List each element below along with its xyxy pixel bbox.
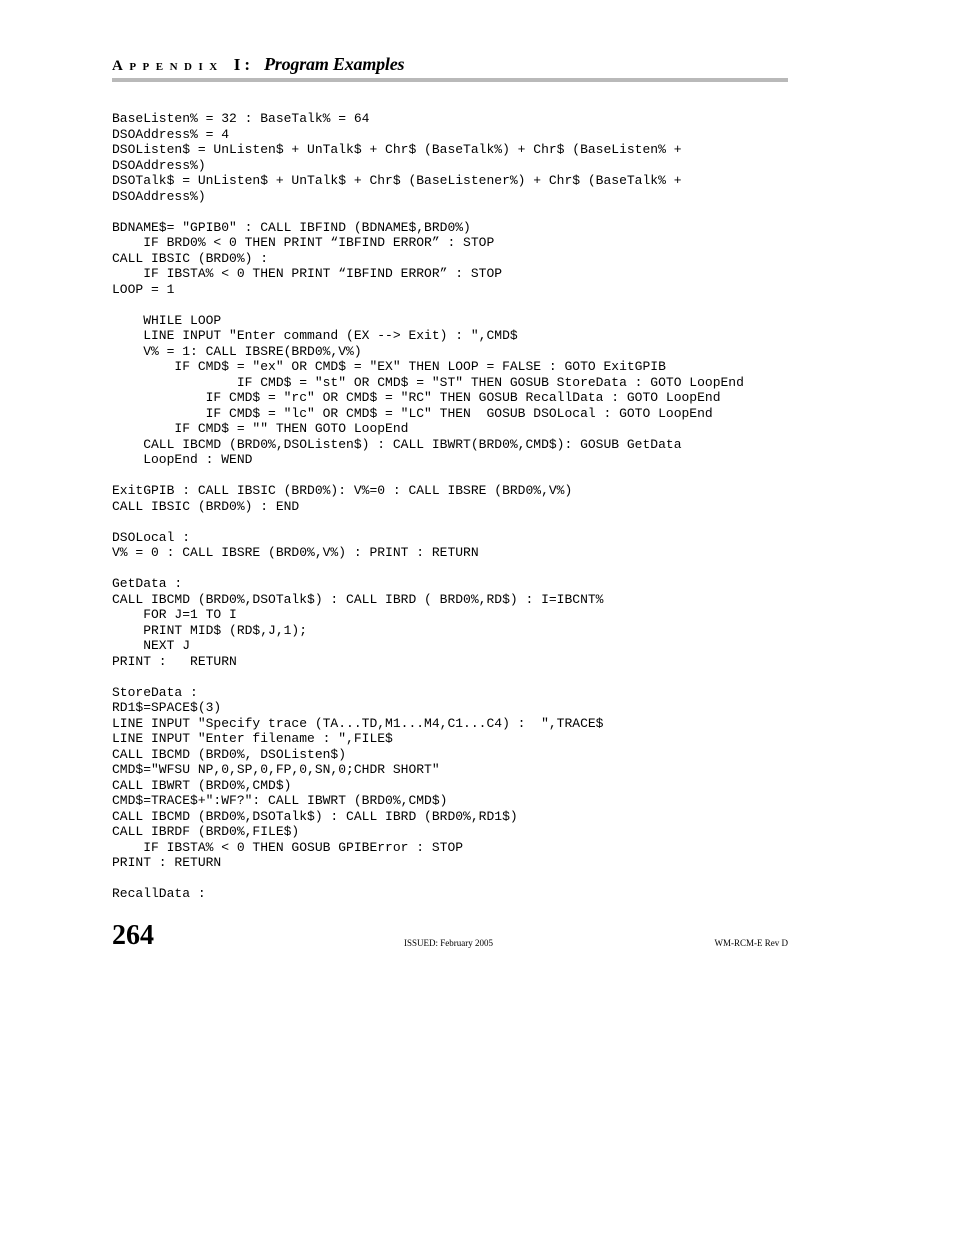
code-line: WHILE LOOP xyxy=(112,312,222,328)
code-line: RecallData : xyxy=(112,886,206,901)
code-line: PRINT MID$ (RD$,J,1); xyxy=(112,622,308,638)
code-line xyxy=(112,669,812,685)
header-title-line xyxy=(112,54,788,80)
code-line: CMD$="WFSU NP,0,SP,0,FP,0,SN,0;CHDR SHORT" xyxy=(112,762,440,777)
code-line: LoopEnd : WEND xyxy=(112,452,253,467)
code-line: CALL IBCMD (BRD0%,DSOTalk$) : CALL IBRD (BRD0%,RD1$) xyxy=(112,808,518,824)
code-line: IF CMD$ = "st" OR CMD$ = "ST" THEN GOSUB StoreData : GOTO LoopEnd xyxy=(112,374,744,390)
issued-date: ISSUED: February 2005 xyxy=(404,938,493,948)
code-line: CMD$=TRACE$+":WF?": CALL IBWRT (BRD0%,CMD$) xyxy=(112,793,448,808)
code-line: CALL IBRDF (BRD0%,FILE$) xyxy=(112,824,300,839)
code-line: IF CMD$ = "ex" OR CMD$ = "EX" THEN LOOP = FALSE : GOTO ExitGPIB xyxy=(112,359,666,374)
code-line: CALL IBCMD (BRD0%, DSOListen$) xyxy=(112,746,347,762)
code-line: PRINT : RETURN xyxy=(112,653,237,669)
page-number: 264 xyxy=(112,920,154,951)
code-line xyxy=(112,204,812,220)
code-line: IF IBSTA% < 0 THEN PRINT “IBFIND ERROR” : STOP xyxy=(112,266,503,281)
code-line: DSOAddress%) xyxy=(112,188,206,204)
code-line: LINE INPUT "Enter filename : ",FILE$ xyxy=(112,731,393,746)
header-rule xyxy=(112,78,788,82)
code-line: IF CMD$ = "rc" OR CMD$ = "RC" THEN GOSUB RecallData : GOTO LoopEnd xyxy=(112,390,721,405)
code-line: NEXT J xyxy=(112,638,191,653)
code-line xyxy=(112,561,812,577)
code-line: IF CMD$ = "" THEN GOTO LoopEnd xyxy=(112,421,409,436)
code-listing xyxy=(112,111,812,902)
code-line: ExitGPIB : CALL IBSIC (BRD0%): V%=0 : CALL IBSRE (BRD0%,V%) xyxy=(112,483,573,498)
code-line: DSOAddress% = 4 xyxy=(112,126,230,142)
code-line: StoreData : xyxy=(112,684,198,700)
code-line: FOR J=1 TO I xyxy=(112,607,237,622)
code-line: V% = 0 : CALL IBSRE (BRD0%,V%) : PRINT : RETURN xyxy=(112,545,479,560)
code-line: PRINT : RETURN xyxy=(112,855,222,870)
page-header xyxy=(112,54,788,80)
code-line: RD1$=SPACE$(3) xyxy=(112,700,222,715)
code-line: CALL IBSIC (BRD0%) : END xyxy=(112,498,300,514)
code-line: LINE INPUT "Enter command (EX --> Exit) : ",CMD$ xyxy=(112,328,518,343)
code-line: GetData : xyxy=(112,576,183,591)
appendix-label: Appendix xyxy=(112,58,224,74)
code-line xyxy=(112,297,812,313)
appendix-number: I: xyxy=(233,55,255,74)
code-line: BDNAME$= "GPIB0" : CALL IBFIND (BDNAME$,BRD0%) xyxy=(112,219,471,235)
code-line xyxy=(112,514,812,530)
code-line: CALL IBWRT (BRD0%,CMD$) xyxy=(112,777,292,793)
code-line: DSOTalk$ = UnListen$ + UnTalk$ + Chr$ (BaseListener%) + Chr$ (BaseTalk% + xyxy=(112,173,682,188)
document-id: WM-RCM-E Rev D xyxy=(714,938,788,948)
code-line: CALL IBSIC (BRD0%) : xyxy=(112,250,269,266)
code-line xyxy=(112,468,812,484)
page-footer xyxy=(112,920,788,954)
code-line: LINE INPUT "Specify trace (TA...TD,M1...M4,C1...C4) : ",TRACE$ xyxy=(112,715,604,731)
code-line: BaseListen% = 32 : BaseTalk% = 64 xyxy=(112,111,370,126)
code-line xyxy=(112,871,812,887)
code-line: V% = 1: CALL IBSRE(BRD0%,V%) xyxy=(112,343,362,359)
code-line: DSOListen$ = UnListen$ + UnTalk$ + Chr$ (BaseTalk%) + Chr$ (BaseListen% + xyxy=(112,142,682,157)
code-line: IF BRD0% < 0 THEN PRINT “IBFIND ERROR” : STOP xyxy=(112,235,495,250)
code-line: IF CMD$ = "lc" OR CMD$ = "LC" THEN GOSUB DSOLocal : GOTO LoopEnd xyxy=(112,405,713,421)
code-line: DSOLocal : xyxy=(112,529,191,545)
code-line: LOOP = 1 xyxy=(112,281,175,297)
code-line: CALL IBCMD (BRD0%,DSOTalk$) : CALL IBRD ( BRD0%,RD$) : I=IBCNT% xyxy=(112,591,604,607)
code-line: CALL IBCMD (BRD0%,DSOListen$) : CALL IBWRT(BRD0%,CMD$): GOSUB GetData xyxy=(112,436,682,452)
code-line: IF IBSTA% < 0 THEN GOSUB GPIBError : STOP xyxy=(112,839,464,855)
code-line: DSOAddress%) xyxy=(112,157,206,173)
section-title: Program Examples xyxy=(264,54,405,74)
